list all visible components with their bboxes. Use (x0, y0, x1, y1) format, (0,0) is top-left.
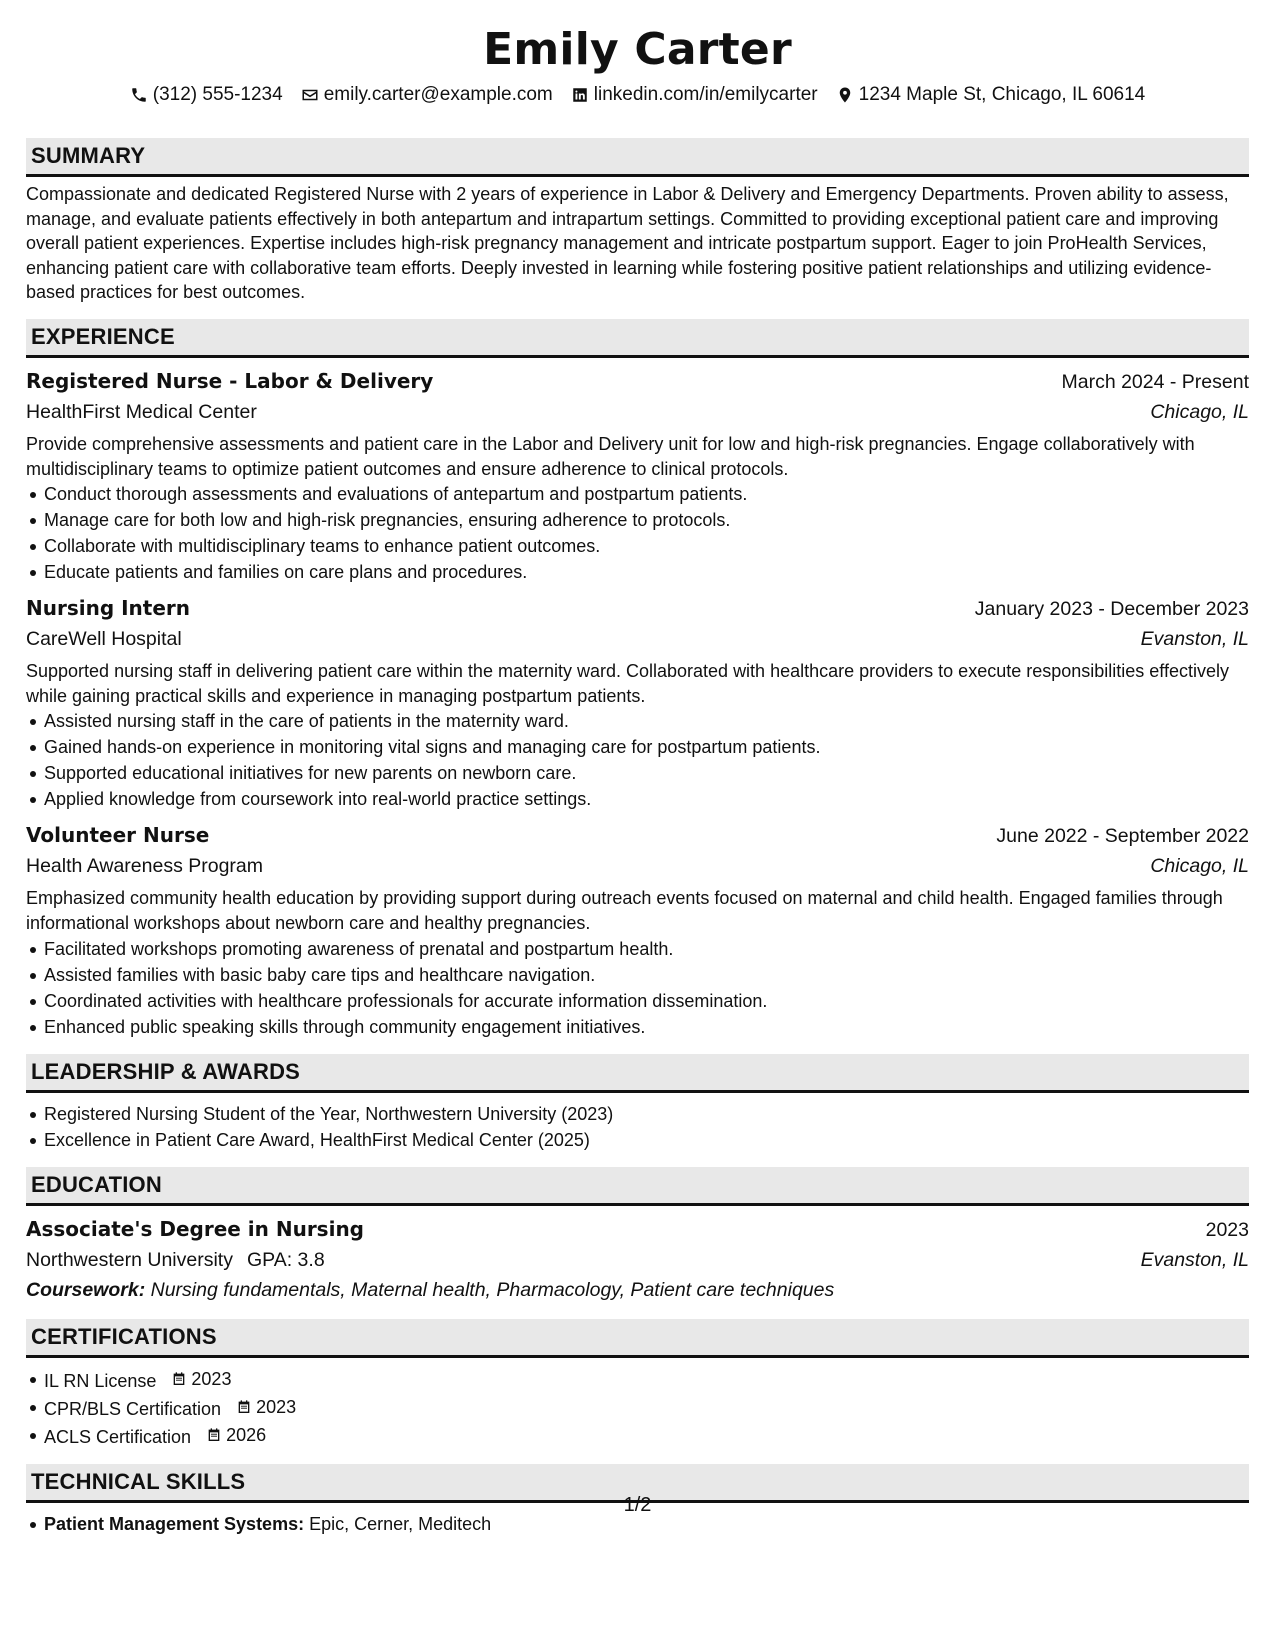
skill-label: Patient Management Systems: (44, 1513, 305, 1534)
job-location: Evanston, IL (1140, 628, 1249, 651)
list-item: Coordinated activities with healthcare professionals for accurate information dissemination. (44, 988, 1249, 1014)
list-item (44, 1394, 1249, 1422)
job-title: Registered Nurse - Labor & Delivery (26, 368, 434, 393)
section-leadership-header: LEADERSHIP & AWARDS (26, 1054, 1249, 1093)
degree-title: Associate's Degree in Nursing (26, 1216, 364, 1241)
job-description: Supported nursing staff in delivering patient care within the maternity ward. Collaborated with healthcare providers to execute responsibilities effectively while gaining practical skills and experience in managing postpartum patients. (26, 661, 1229, 706)
list-item: Supported educational initiatives for new parents on newborn care. (44, 760, 1249, 786)
job-bullets (26, 708, 1249, 812)
section-experience-header: EXPERIENCE (26, 319, 1249, 358)
calendar-icon (236, 1399, 252, 1415)
job-dates: January 2023 - December 2023 (974, 598, 1249, 621)
job-description: Provide comprehensive assessments and patient care in the Labor and Delivery unit for low and high-risk pregnancies. Engage collaboratively with multidisciplinary teams to optimize patient outcomes and ensure adherence to clinical protocols. (26, 433, 1195, 479)
cert-name: CPR/BLS Certification (44, 1398, 222, 1419)
job-dates: March 2024 - Present (1061, 370, 1249, 393)
phone-text: (312) 555-1234 (152, 84, 283, 105)
degree-year: 2023 (1205, 1218, 1249, 1241)
cert-year: 2023 (191, 1368, 232, 1389)
job-entry (26, 593, 1249, 812)
coursework (26, 1275, 1249, 1305)
school-name: Northwestern University (26, 1248, 233, 1271)
list-item: Assisted families with basic baby care tips and healthcare navigation. (44, 962, 1249, 988)
calendar-icon (171, 1371, 187, 1387)
cert-year: 2023 (256, 1396, 297, 1417)
resume-page (26, 0, 1249, 1537)
candidate-name: Emily Carter (483, 24, 792, 75)
contact-linkedin[interactable] (571, 82, 818, 108)
list-item: Applied knowledge from coursework into real-world practice settings. (44, 786, 1249, 812)
list-item: Conduct thorough assessments and evaluations of antepartum and postpartum patients. (44, 481, 1249, 507)
list-item: Assisted nursing staff in the care of patients in the maternity ward. (44, 708, 1249, 734)
list-item: Manage care for both low and high-risk pregnancies, ensuring adherence to protocols. (44, 507, 1249, 533)
school-location: Evanston, IL (1140, 1248, 1249, 1271)
contact-address (836, 82, 1146, 108)
section-certifications-header: CERTIFICATIONS (26, 1319, 1249, 1358)
list-item (44, 1422, 1249, 1450)
job-bullets (26, 936, 1249, 1040)
list-item: Educate patients and families on care plans and procedures. (44, 559, 1249, 585)
section-education-header: EDUCATION (26, 1167, 1249, 1206)
list-item: Registered Nursing Student of the Year, Northwestern University (2023) (44, 1101, 1249, 1127)
list-item: Facilitated workshops promoting awareness of prenatal and postpartum health. (44, 936, 1249, 962)
certifications-list (26, 1366, 1249, 1450)
cert-name: ACLS Certification (44, 1426, 192, 1447)
calendar-icon (206, 1427, 222, 1443)
job-location: Chicago, IL (1150, 855, 1249, 878)
list-item: Gained hands-on experience in monitoring vital signs and managing care for postpartum patients. (44, 734, 1249, 760)
list-item: Enhanced public speaking skills through community engagement initiatives. (44, 1014, 1249, 1040)
list-item: Collaborate with multidisciplinary teams to enhance patient outcomes. (44, 533, 1249, 559)
job-entry (26, 366, 1249, 585)
skill-value: Epic, Cerner, Meditech (309, 1513, 492, 1534)
job-description: Emphasized community health education by providing support during outreach events focused on maternal and child health. Engaged families through informational workshops about newborn care and healthy pregnancies. (26, 888, 1223, 933)
job-entry (26, 820, 1249, 1039)
job-bullets (26, 481, 1249, 585)
job-title: Nursing Intern (26, 596, 191, 621)
job-company: Health Awareness Program (26, 855, 264, 878)
job-location: Chicago, IL (1150, 400, 1249, 423)
section-summary-header: SUMMARY (26, 138, 1249, 177)
linkedin-icon (571, 86, 589, 104)
linkedin-text: linkedin.com/in/emilycarter (593, 84, 818, 105)
list-item (44, 1366, 1249, 1394)
gpa: GPA: 3.8 (246, 1248, 325, 1271)
list-item: Excellence in Patient Care Award, HealthFirst Medical Center (2025) (44, 1127, 1249, 1153)
map-pin-icon (836, 86, 854, 104)
leadership-list (26, 1101, 1249, 1153)
section-skills-header: TECHNICAL SKILLS (26, 1464, 1249, 1503)
address-text: 1234 Maple St, Chicago, IL 60614 (858, 84, 1146, 105)
education-entry (26, 1214, 1249, 1305)
summary-text: Compassionate and dedicated Registered Nurse with 2 years of experience in Labor & Delivery and Emergency Departments. Proven ability to assess, manage, and evaluate patients effectively in both antepartum and intrapartum settings. Committed to providing exceptional patient care and improving overall patient experiences. Expertise includes high-risk pregnancy management and intricate postpartum support. Eager to join ProHealth Services, enhancing patient care with collaborative team efforts. Deeply invested in learning while fostering positive patient relationships and utilizing evidence-based practices for best outcomes. (26, 184, 1229, 303)
cert-year: 2026 (226, 1424, 267, 1445)
job-title: Volunteer Nurse (26, 823, 210, 848)
page-number: 1/2 (623, 1494, 652, 1516)
job-dates: June 2022 - September 2022 (996, 825, 1249, 848)
contact-phone[interactable] (130, 82, 283, 108)
email-text: emily.carter@example.com (323, 84, 553, 105)
job-company: CareWell Hospital (26, 628, 182, 651)
phone-icon (130, 86, 148, 104)
coursework-label: Coursework: (26, 1278, 146, 1301)
coursework-text: Nursing fundamentals, Maternal health, Pharmacology, Patient care techniques (150, 1278, 835, 1301)
envelope-icon (301, 86, 319, 104)
contact-email[interactable] (301, 82, 553, 108)
contact-bar (26, 82, 1249, 108)
job-company: HealthFirst Medical Center (26, 400, 257, 423)
cert-name: IL RN License (44, 1370, 157, 1391)
